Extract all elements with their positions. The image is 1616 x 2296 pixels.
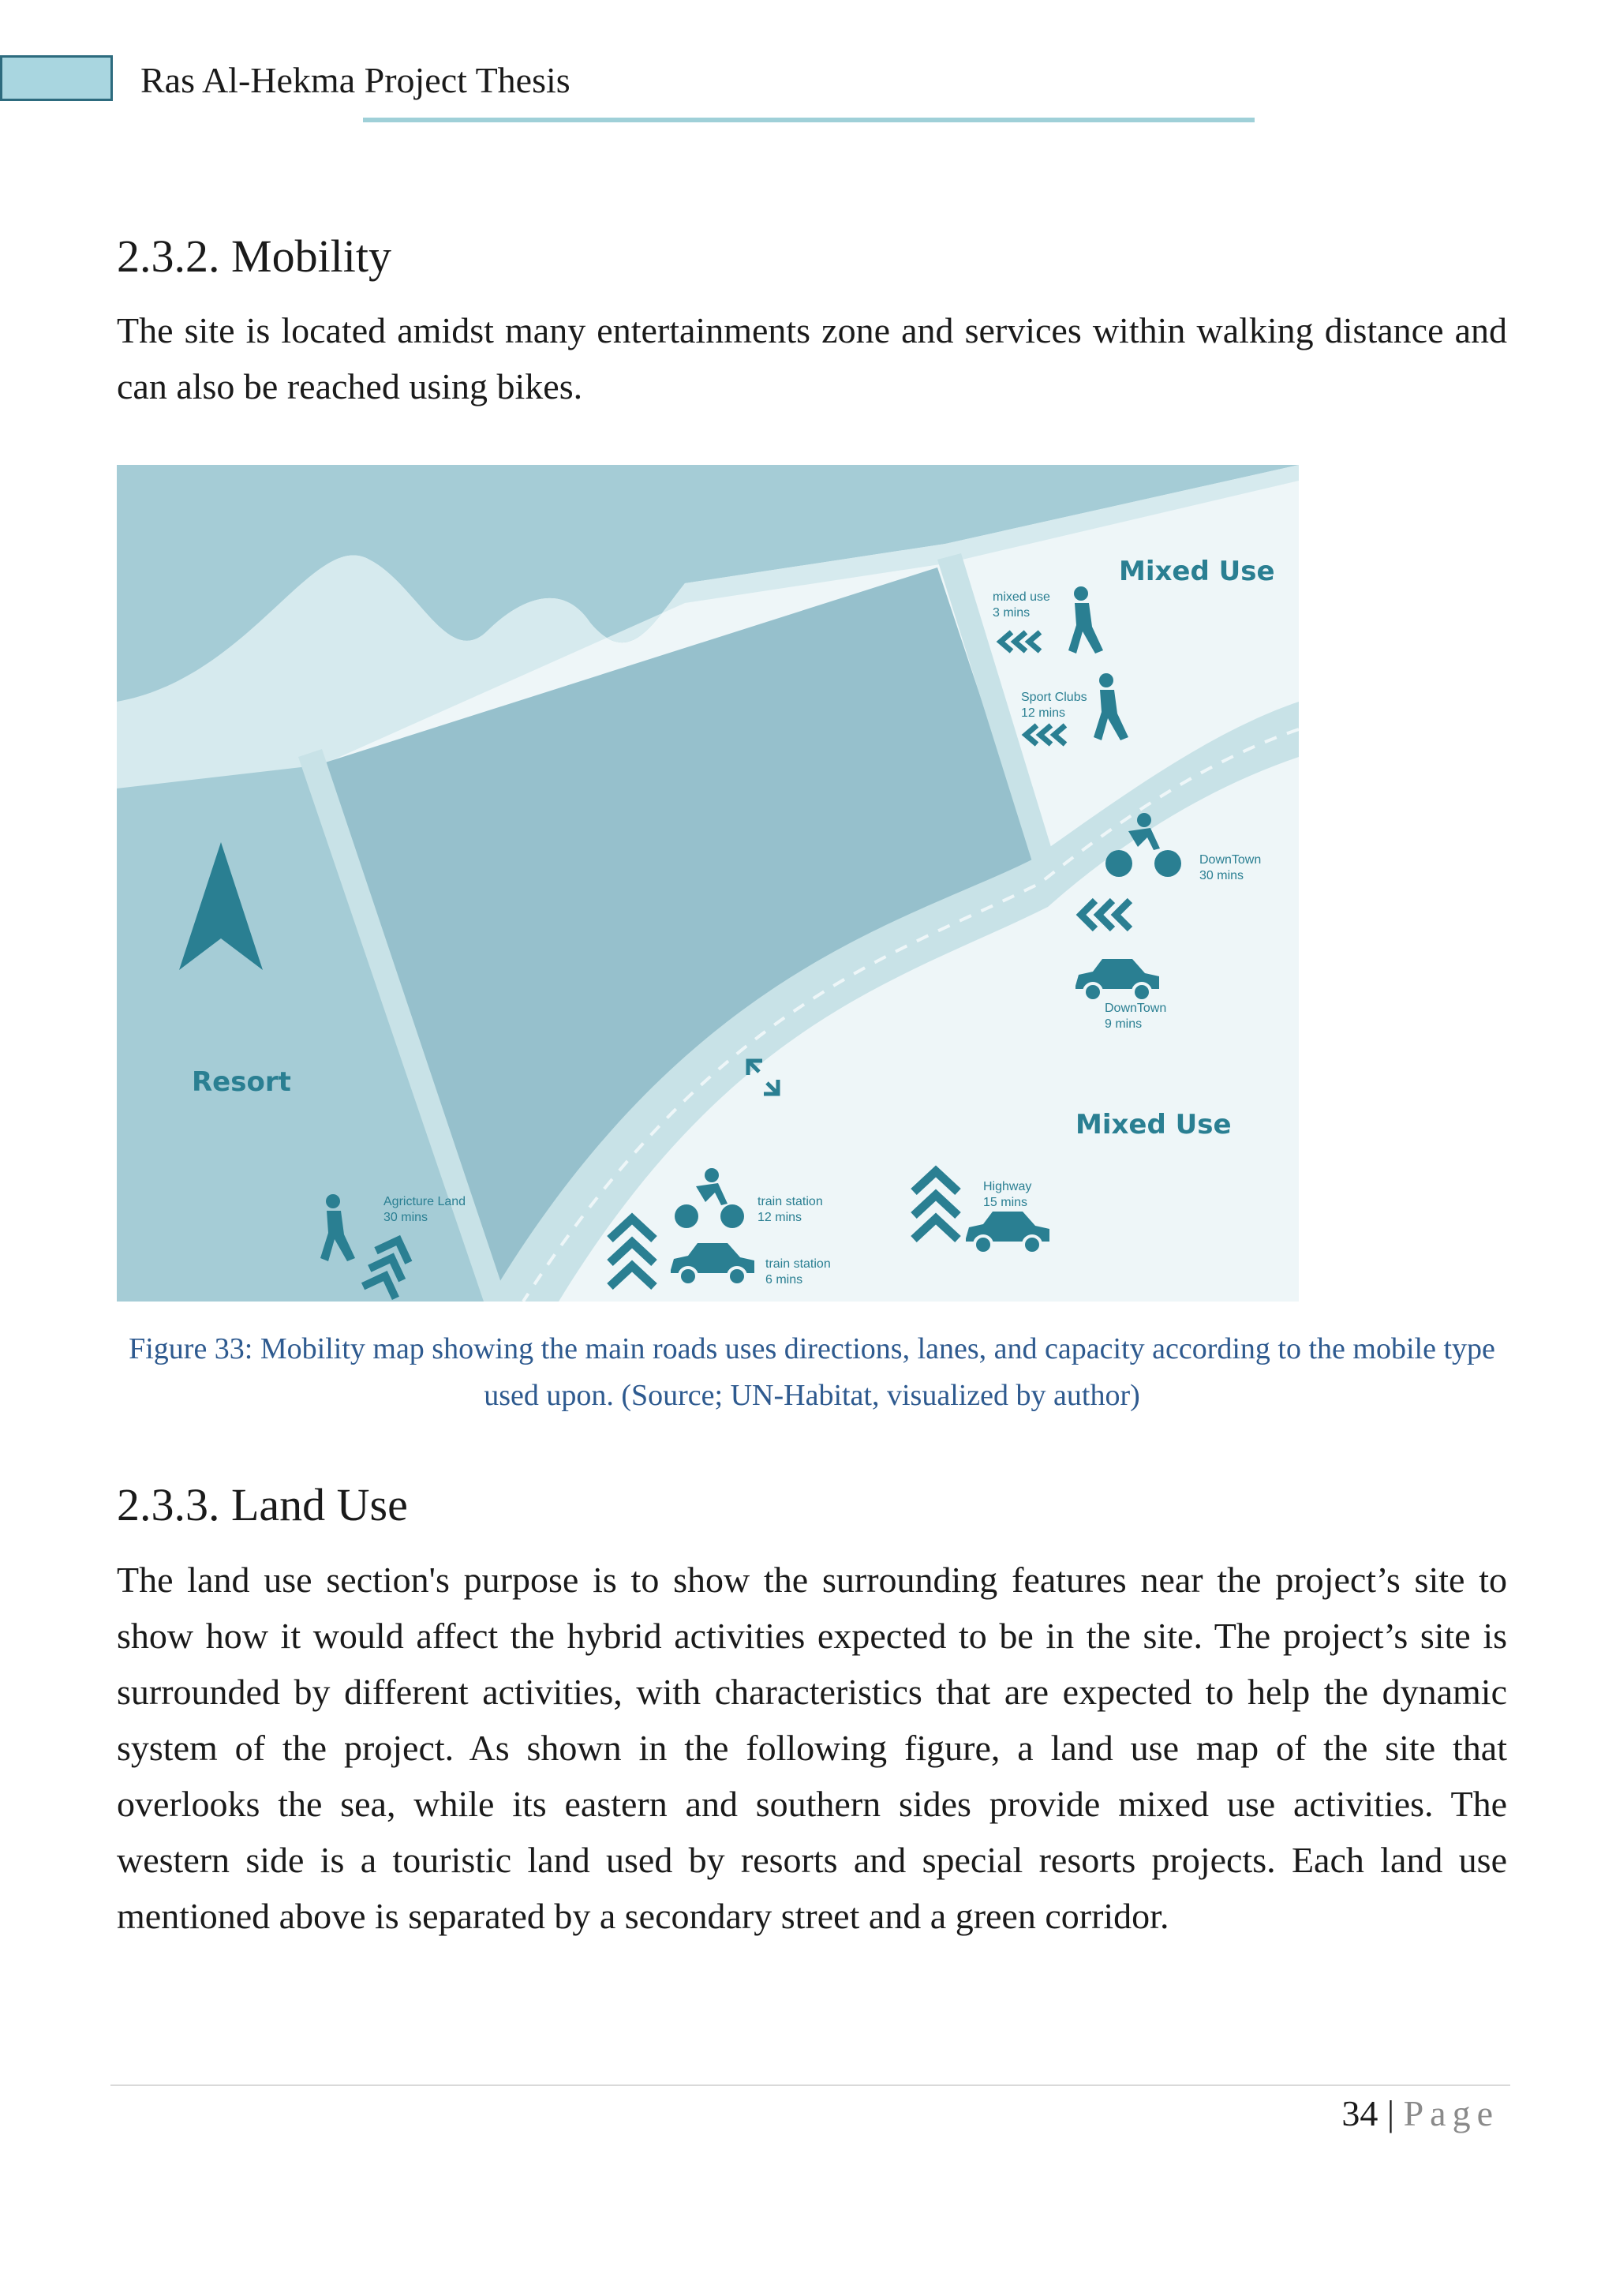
label-train-bike-name: train station bbox=[758, 1195, 823, 1208]
label-downtown-bike-time: 30 mins bbox=[1199, 869, 1244, 882]
footer-separator: | bbox=[1386, 2093, 1395, 2133]
page-footer bbox=[1341, 2090, 1499, 2137]
label-mixed-use-walk-time: 3 mins bbox=[993, 606, 1031, 620]
label-downtown-bike-name: DownTown bbox=[1199, 853, 1262, 867]
section-heading-mobility: 2.3.2. Mobility bbox=[117, 230, 392, 282]
label-train-car-name: train station bbox=[765, 1257, 831, 1271]
label-mixed-use-top: Mixed Use bbox=[1119, 556, 1275, 587]
label-sport-clubs-time: 12 mins bbox=[1021, 706, 1066, 720]
figure-caption: Figure 33: Mobility map showing the main roads uses directions, lanes, and capacity according to the mobile type used upon. (Source; UN-Habitat, visualized by author) bbox=[129, 1332, 1495, 1412]
label-downtown-car-name: DownTown bbox=[1105, 1002, 1167, 1015]
label-downtown-car-time: 9 mins bbox=[1105, 1017, 1143, 1031]
mobility-map-figure bbox=[117, 465, 1299, 1302]
label-train-bike-time: 12 mins bbox=[758, 1211, 802, 1224]
section-heading-land-use: 2.3.3. Land Use bbox=[117, 1479, 408, 1530]
footer-divider bbox=[110, 2084, 1510, 2086]
header-color-box bbox=[0, 55, 113, 101]
header-divider bbox=[363, 118, 1255, 122]
page-number: 34 bbox=[1341, 2093, 1378, 2133]
page-word: Page bbox=[1403, 2093, 1499, 2133]
label-agriculture-time: 30 mins bbox=[383, 1211, 428, 1224]
label-resort: Resort bbox=[192, 1066, 291, 1098]
label-mixed-use-walk-name: mixed use bbox=[993, 590, 1050, 604]
land-use-paragraph: The land use section's purpose is to show the surrounding features near the project’s site to show how it would affect the hybrid activities expected to be in the site. The project’s site is surrounded by different activities, with characteristics that are expected to help the dynamic system of the project. As shown in the following figure, a land use map of the site that overlooks the sea, while its eastern and southern sides provide mixed use activities. The western side is a touristic land used by resorts and special resorts projects. Each land use mentioned above is separated by a secondary street and a green corridor. bbox=[117, 1560, 1507, 1936]
label-agriculture-name: Agricture Land bbox=[383, 1195, 466, 1208]
label-sport-clubs-name: Sport Clubs bbox=[1021, 691, 1087, 704]
label-highway-name: Highway bbox=[983, 1180, 1032, 1193]
label-highway-time: 15 mins bbox=[983, 1196, 1028, 1209]
mobility-map bbox=[117, 465, 1299, 1302]
label-train-car-time: 6 mins bbox=[765, 1273, 803, 1287]
mobility-paragraph: The site is located amidst many entertainments zone and services within walking distance and can also be reached using bikes. bbox=[117, 310, 1507, 406]
header-title: Ras Al-Hekma Project Thesis bbox=[140, 60, 570, 100]
label-mixed-use-bottom: Mixed Use bbox=[1075, 1109, 1232, 1141]
